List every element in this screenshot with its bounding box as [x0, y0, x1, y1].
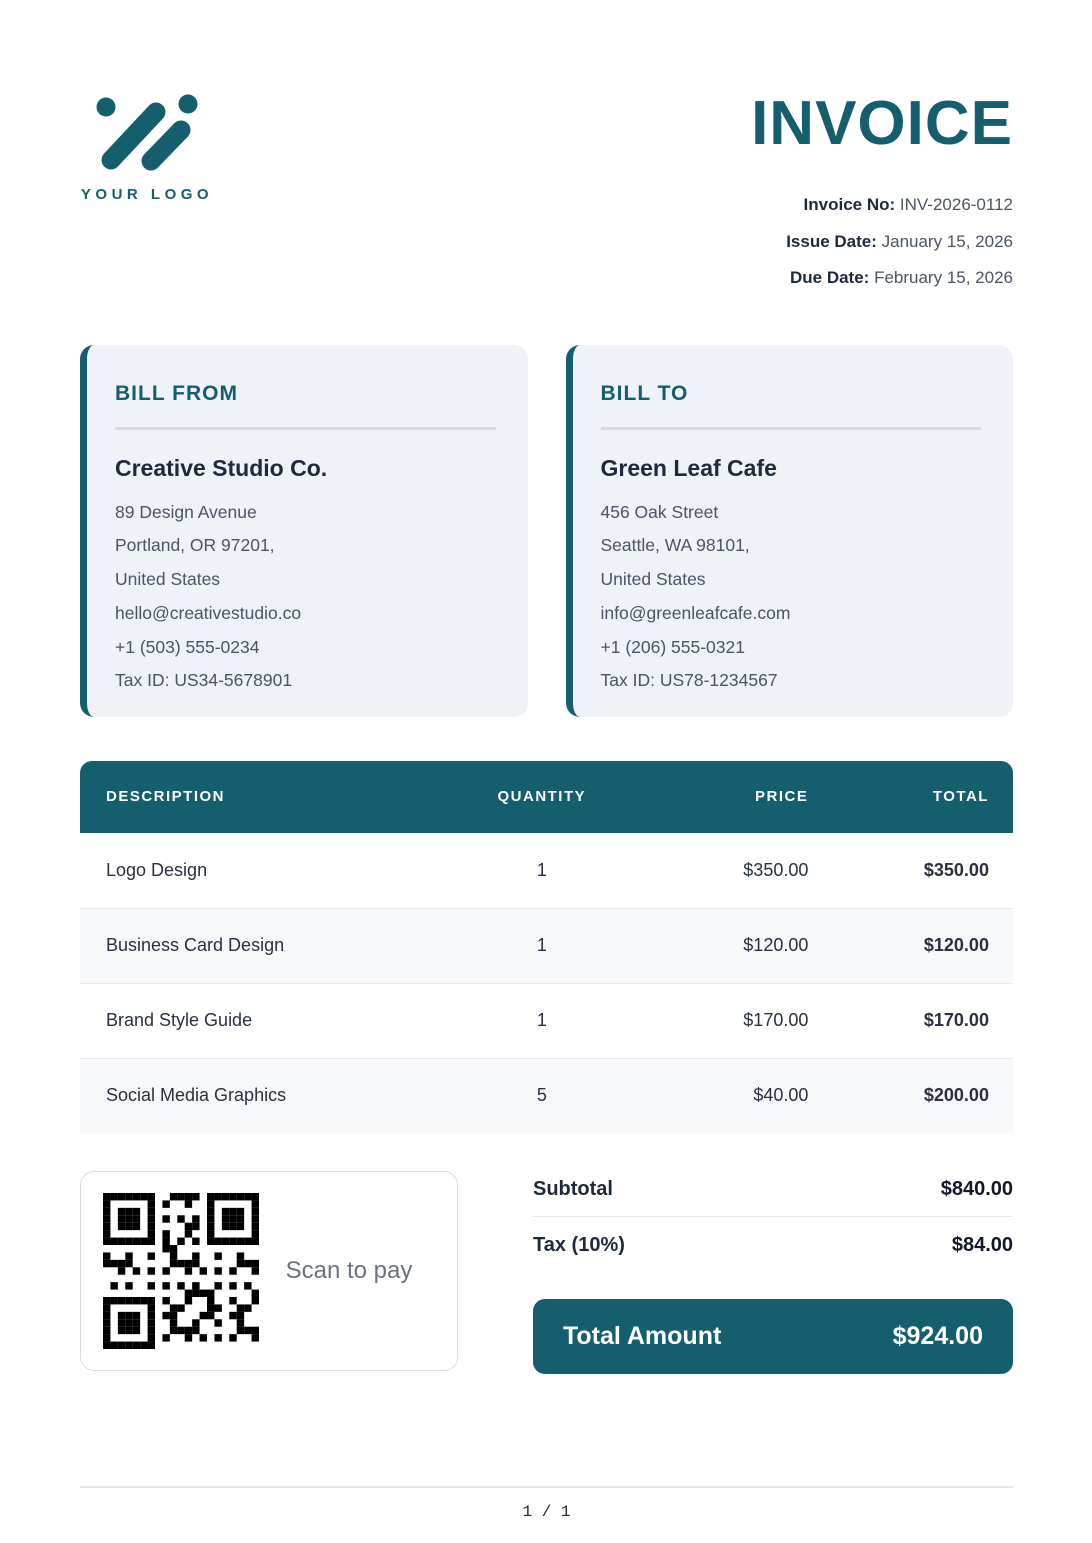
- bill-from-title: BILL FROM: [115, 381, 238, 405]
- billing-cards: [80, 345, 1013, 717]
- total-amount-label: Total Amount: [563, 1321, 722, 1350]
- cell-price: $120.00: [743, 935, 809, 955]
- cell-price: $40.00: [753, 1085, 809, 1105]
- cell-quantity: 1: [536, 935, 547, 955]
- cell-price: $170.00: [743, 1010, 809, 1030]
- subtotal-label: Subtotal: [533, 1177, 613, 1200]
- column-header-quantity: QUANTITY: [497, 788, 587, 805]
- issue-date-value: January 15, 2026: [876, 231, 1013, 251]
- scan-to-pay-label: Scan to pay: [285, 1256, 413, 1284]
- brand-logo: [77, 93, 217, 203]
- cell-description: Logo Design: [106, 859, 208, 880]
- table-row: [80, 908, 1013, 983]
- document-header: [0, 0, 1092, 297]
- bill-from-address-line: United States: [115, 569, 221, 590]
- invoice-number-line: [751, 187, 1013, 224]
- subtotal-row: [533, 1163, 1013, 1216]
- column-header-price: PRICE: [755, 788, 809, 805]
- cell-total: $170.00: [923, 1010, 989, 1030]
- bill-from-tax-id: Tax ID: US34-5678901: [115, 670, 293, 691]
- cell-description: Business Card Design: [106, 935, 285, 955]
- due-date-label: Due Date:: [789, 268, 870, 287]
- logo-mark-icon: [96, 93, 198, 173]
- cell-quantity: 5: [536, 1085, 547, 1105]
- totals-section: [533, 1163, 1013, 1374]
- table-header-row: [80, 761, 1013, 833]
- scan-to-pay-box: [80, 1171, 458, 1371]
- tax-row: [533, 1217, 1013, 1274]
- logo-text: YOUR LOGO: [80, 186, 214, 203]
- subtotal-value: $840.00: [940, 1177, 1013, 1200]
- bill-from-divider: [115, 427, 496, 430]
- invoice-title: INVOICE: [751, 89, 1013, 158]
- bill-from-company-name: Creative Studio Co.: [115, 454, 328, 481]
- cell-total: $350.00: [923, 859, 989, 880]
- bill-from-address-line: 89 Design Avenue: [115, 501, 257, 522]
- table-row: [80, 983, 1013, 1058]
- tax-label: Tax (10%): [533, 1233, 625, 1256]
- bill-from-address-line: Portland, OR 97201,: [115, 535, 275, 556]
- issue-date-line: [751, 224, 1013, 261]
- column-header-total: TOTAL: [932, 788, 989, 805]
- bill-to-title: BILL TO: [600, 381, 689, 405]
- cell-total: $200.00: [923, 1085, 989, 1105]
- invoice-header-info: [751, 89, 1013, 297]
- bill-to-company-name: Green Leaf Cafe: [600, 454, 777, 481]
- cell-total: $120.00: [923, 935, 989, 955]
- total-amount-bar: [533, 1299, 1013, 1374]
- bill-to-card: [566, 345, 1014, 717]
- bill-to-email: info@greenleafcafe.com: [600, 602, 791, 623]
- table-row: [80, 833, 1013, 908]
- bill-to-address-line: Seattle, WA 98101,: [600, 535, 750, 556]
- bill-to-address-line: United States: [600, 569, 706, 590]
- cell-quantity: 1: [536, 1010, 547, 1030]
- document-footer: [80, 1486, 1013, 1521]
- page-number: 1 / 1: [522, 1503, 571, 1521]
- invoice-number-value: INV-2026-0112: [895, 195, 1013, 214]
- due-date-value: February 15, 2026: [869, 268, 1013, 287]
- bill-from-card: [80, 345, 528, 717]
- bill-to-phone: +1 (206) 555-0321: [600, 636, 745, 657]
- qr-code-icon: [103, 1193, 259, 1349]
- payment-and-totals-section: [80, 1163, 1013, 1374]
- column-header-description: DESCRIPTION: [106, 788, 226, 805]
- cell-description: Brand Style Guide: [106, 1010, 253, 1030]
- cell-quantity: 1: [536, 859, 547, 880]
- due-date-line: [751, 260, 1013, 297]
- issue-date-label: Issue Date:: [786, 231, 877, 251]
- invoice-number-label: Invoice No:: [803, 195, 896, 214]
- bill-from-phone: +1 (503) 555-0234: [115, 636, 260, 657]
- total-amount-value: $924.00: [892, 1321, 983, 1350]
- table-row: [80, 1058, 1013, 1133]
- cell-description: Social Media Graphics: [106, 1085, 287, 1105]
- cell-price: $350.00: [743, 859, 809, 880]
- bill-to-divider: [601, 427, 982, 430]
- tax-value: $84.00: [951, 1233, 1013, 1256]
- bill-from-email: hello@creativestudio.co: [115, 602, 302, 623]
- items-table: [80, 761, 1013, 1133]
- bill-to-tax-id: Tax ID: US78-1234567: [600, 670, 778, 691]
- bill-to-address-line: 456 Oak Street: [600, 501, 719, 522]
